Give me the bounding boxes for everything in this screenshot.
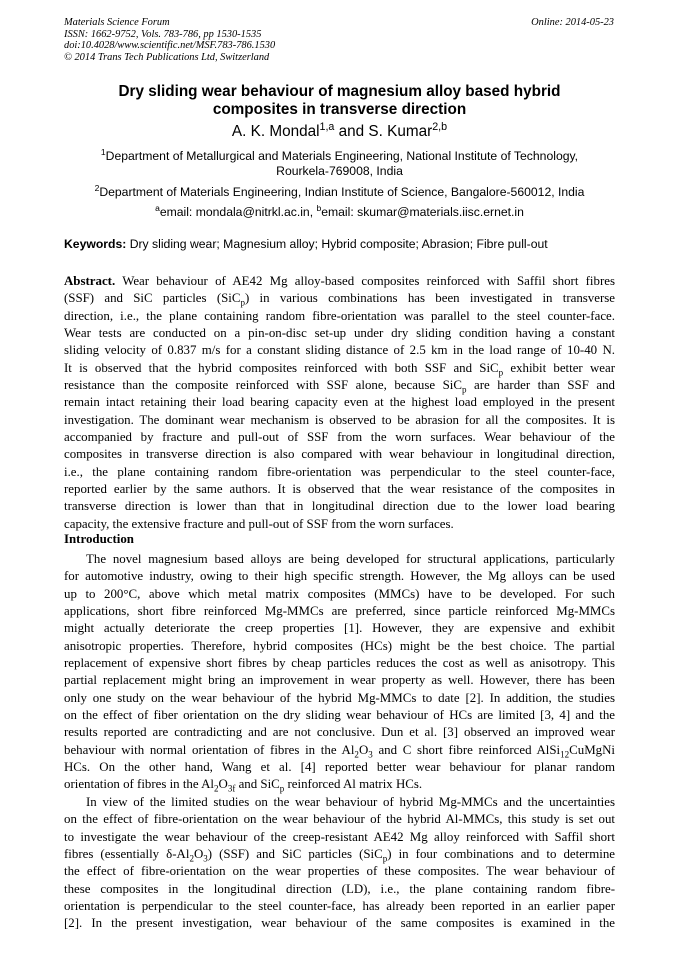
abstract-line: remain intact retaining their load bearing capacity even at the highest load employed in the present	[64, 395, 615, 410]
abstract	[64, 273, 615, 533]
subscript: 2	[354, 749, 359, 760]
author-mondal: A. K. Mondal	[231, 123, 320, 140]
paper-title	[64, 83, 615, 119]
subscript: 3	[203, 853, 208, 864]
online-date: Online: 2014-05-23	[531, 17, 614, 28]
abstract-line	[64, 273, 615, 290]
affiliation-2	[64, 182, 615, 200]
abstract-line: Wear tests are conducted on a pin-on-disc set-up under dry sliding condition having a constant	[64, 326, 615, 341]
keywords-text: Dry sliding wear; Magnesium alloy; Hybrid composite; Abrasion; Fibre pull-out	[126, 237, 548, 251]
author-mondal-affil: 1,a	[319, 120, 335, 133]
intro-text: orientation of fibres in the Al	[64, 777, 214, 792]
intro-line	[64, 846, 615, 863]
intro-line: on the effect of fibre-orientation on the wear behaviour of the hybrid Al-MMCs, this study is set out	[64, 812, 615, 827]
copyright-notice: © 2014 Trans Tech Publications Ltd, Switzerland	[64, 51, 270, 63]
affiliation-2-text: Department of Materials Engineering, Indian Institute of Science, Bangalore-560012, India	[99, 185, 585, 199]
intro-line	[64, 742, 615, 759]
intro-text: fibres (essentially δ-Al	[64, 846, 190, 861]
subscript: p	[461, 384, 467, 395]
intro-text: and SiC	[235, 777, 280, 792]
author-kumar: S. Kumar	[368, 123, 433, 140]
abstract-line	[64, 360, 615, 377]
intro-line: orientation is perpendicular to the steel counter-face, has already been reported in an earlier paper	[64, 898, 615, 913]
subscript: p	[279, 784, 285, 795]
abstract-line: direction, i.e., the plane containing random fibre-orientation was parallel to the steel counter-face.	[64, 308, 615, 323]
issn-info: ISSN: 1662-9752, Vols. 783-786, pp 1530-1535	[64, 28, 262, 40]
abstract-line	[64, 377, 615, 394]
intro-text: behaviour with normal orientation of fibres in the Al	[64, 742, 355, 757]
intro-line: In view of the limited studies on the wear behaviour of hybrid Mg-MMCs and the uncertainties	[86, 794, 615, 809]
intro-text: reinforced Al matrix HCs.	[284, 777, 423, 792]
affiliation-1-line-1: Department of Metallurgical and Materials Engineering, National Institute of Technology,	[105, 149, 579, 163]
affiliation-2-marker: 2	[94, 182, 100, 193]
intro-line: up to 200°C, above which metal matrix composites (MMCs) have to be developed. For such	[64, 586, 615, 601]
abstract-line: i.e., the plane containing random fibre-orientation was perpendicular to the steel counter-face,	[64, 464, 615, 479]
abstract-line: capacity, the extensive fracture and pull-out of SSF from the worn surfaces.	[64, 516, 454, 531]
intro-line: partial replacement might bring an improvement in wear property as well. However, there has been	[64, 673, 615, 688]
author-emails	[64, 202, 615, 220]
intro-line: replacement of expensive short fibres by cheap particles reduces the cost as well as anisotropy. This	[64, 656, 615, 671]
intro-line: for automotive industry, owing to their high specific strength. However, the Mg alloys can be used	[64, 569, 615, 584]
journal-name: Materials Science Forum	[64, 17, 170, 28]
subscript: p	[240, 297, 245, 308]
intro-line: HCs. On the other hand, Wang et al. [4] reported better wear behaviour for planar random	[64, 760, 615, 775]
doi-link[interactable]: doi:10.4028/www.scientific.net/MSF.783-786.1530	[64, 40, 276, 51]
intro-line: applications, short fibre reinforced Mg-MMCs are preferred, since particle reinforced Mg-MMCs	[64, 604, 615, 619]
subscript: 12	[560, 749, 570, 760]
affiliation-1	[64, 146, 615, 179]
abstract-text: (SSF) and SiC particles (SiC	[64, 291, 241, 306]
intro-line: on the effect of fiber orientation on the dry sliding wear behaviour of HCs are limited [3, 4] and the	[64, 708, 615, 723]
intro-line: results reported are contradicting and are not conclusive. Dun et al. [3] observed an improved wear	[64, 725, 615, 740]
author-conjunction: and	[334, 123, 369, 140]
subscript: p	[498, 367, 504, 378]
intro-line: the effect of fibre-orientation on the wear properties of these composites. The wear behaviour of	[64, 864, 615, 879]
author-kumar-affil: 2,b	[432, 120, 448, 133]
abstract-text: exhibit better wear	[503, 360, 615, 375]
intro-line: these composites in the longitudinal direction (LD), i.e., the plane containing random fibre-	[64, 881, 615, 896]
abstract-line: reported earlier by the same authors. It is observed that the wear resistance of the composites in	[64, 482, 615, 497]
intro-line: only one study on the wear behaviour of the hybrid Mg-MMCs to date [2]. In addition, the studies	[64, 690, 615, 705]
intro-text: O	[218, 777, 228, 792]
intro-text: O	[358, 742, 369, 757]
intro-line: [2]. In the present investigation, wear behaviour of the same composites is examined in the	[64, 916, 615, 931]
intro-line	[64, 776, 615, 793]
journal-header	[64, 17, 275, 63]
intro-text: O	[193, 846, 204, 861]
intro-text: ) (SSF) and SiC particles (SiC	[207, 846, 383, 861]
email-a-marker: a	[155, 202, 160, 213]
abstract-label: Abstract.	[64, 274, 116, 288]
abstract-line: transverse direction is lower than that in longitudinal direction due to the lower load bearing	[64, 499, 615, 514]
intro-line: The novel magnesium based alloys are being developed for structural applications, particularly	[86, 552, 615, 566]
email-a[interactable]: email: mondala@nitrkl.ac.in,	[159, 205, 317, 219]
abstract-line: composites in transverse direction is also compared with wear behaviour in longitudinal direction,	[64, 447, 615, 462]
section-heading-introduction: Introduction	[64, 532, 134, 546]
abstract-text: resistance than the composite reinforced with SSF alone, because SiC	[64, 378, 462, 393]
subscript: 3f	[227, 784, 236, 795]
intro-text: ) in four combinations and to determine	[387, 846, 616, 861]
subscript: p	[382, 853, 388, 864]
abstract-line: investigation. The dominant wear mechanism is observed to be abrasion for all the composites. It is	[64, 412, 615, 427]
email-b-marker: b	[316, 202, 322, 213]
title-line-1: Dry sliding wear behaviour of magnesium alloy based hybrid	[118, 83, 561, 100]
abstract-line	[64, 290, 615, 307]
subscript: 3	[368, 749, 373, 760]
abstract-line: sliding velocity of 0.837 m/s for a constant sliding distance of 2.5 km in the load range of 10-40 N.	[64, 343, 615, 358]
intro-line: to investigate the wear behaviour of the creep-resistant AE42 Mg alloy reinforced with Saffil short	[64, 829, 615, 844]
title-line-2: composites in transverse direction	[212, 101, 467, 118]
intro-text: CuMgNi	[569, 742, 616, 757]
abstract-text: Wear behaviour of AE42 Mg alloy-based composites reinforced with Saffil short fibres	[115, 274, 615, 288]
intro-text: and C short fibre reinforced AlSi	[372, 742, 561, 757]
subscript: 2	[214, 784, 219, 795]
abstract-line: accompanied by fracture and pull-out of SSF from the worn surfaces. Wear behaviour of the	[64, 430, 615, 445]
affiliation-1-line-2: Rourkela-769008, India	[276, 164, 403, 178]
intro-line: might actually deteriorate the creep properties [1]. However, they are expensive and exhibit	[64, 621, 615, 636]
email-b[interactable]: email: skumar@materials.iisc.ernet.in	[321, 205, 524, 219]
abstract-text: are harder than SSF and	[466, 378, 615, 393]
introduction-body	[64, 551, 615, 933]
author-list	[64, 120, 615, 141]
keywords-label: Keywords:	[64, 237, 127, 251]
abstract-text: ) in various combinations has been investigated in transverse	[244, 291, 616, 306]
keywords	[64, 237, 624, 252]
affiliation-1-marker: 1	[100, 146, 106, 157]
abstract-text: It is observed that the hybrid composites reinforced with both SSF and SiC	[64, 360, 499, 375]
subscript: 2	[189, 853, 194, 864]
intro-line: anisotropic properties. Therefore, hybrid composites (HCs) might be the best choice. The partial	[64, 638, 615, 653]
